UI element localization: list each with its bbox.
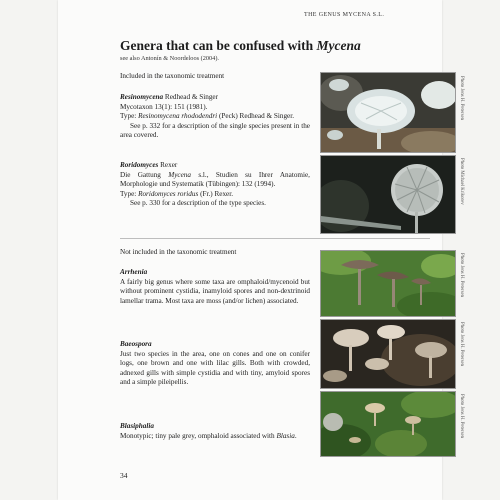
photo-credit: Photo Jens H. Petersen — [459, 76, 464, 120]
genus-citation — [120, 171, 310, 190]
section-divider — [120, 238, 430, 239]
description-text: Monotypic; tiny pale grey, omphaloid associated with — [120, 431, 277, 440]
genus-note: See p. 330 for a description of the type species. — [130, 199, 266, 208]
mushroom-photo-illustration — [321, 392, 455, 456]
section-heading-included: Included in the taxonomic treatment — [120, 72, 225, 80]
photo-credit: Photo Michael Krikorev — [459, 158, 464, 205]
type-species: Roridomyces roridus — [138, 189, 199, 198]
genus-name: Resinomycena — [120, 93, 164, 101]
entry-blasiphalia — [120, 422, 310, 441]
genus-description: A fairly big genus where some taxa are omphaloid/mycenoid but without prominent cystidia, inamyloid spores and non-dextrinoid lamellar trama. Most taxa are moss (and/or lichen) associated. — [120, 277, 310, 305]
entry-arrhenia — [120, 268, 310, 306]
genus-type — [120, 190, 310, 200]
type-label: Type: — [120, 189, 139, 198]
title-italic: Mycena — [316, 38, 361, 53]
mushroom-photo-illustration — [321, 73, 455, 152]
genus-citation: Mycotaxon 13(1): 151 (1981). — [120, 102, 208, 111]
genus-type — [120, 112, 310, 122]
type-authors: (Peck) Redhead & Singer. — [217, 112, 295, 121]
photo-blasiphalia — [320, 391, 456, 457]
photo-credit: Photo Jens H. Petersen — [459, 394, 464, 438]
photo-roridomyces — [320, 155, 456, 234]
citation-post: s.l., Studien su Ihrer Anatomie, Morphologie und Systematik (Tübingen): 132 (1994). — [120, 170, 310, 189]
citation-italic: Mycena — [168, 170, 191, 179]
genus-description: Just two species in the area, one on cones and one on conifer logs, one brown and one with lilac gills. Both with crowded, adnexed gills with simple cystidia and with tiny, amyloid spores and a simple pileipellis. — [120, 349, 310, 387]
genus-name: Arrhenia — [120, 268, 148, 276]
description-end: . — [294, 431, 297, 440]
entry-baeospora — [120, 340, 310, 388]
mushroom-photo-illustration — [321, 251, 455, 316]
page-title — [120, 38, 361, 54]
genus-name: Blasiphalia — [120, 422, 154, 430]
citation-pre: Die Gattung — [120, 170, 169, 179]
description-italic: Blasia — [276, 431, 295, 440]
type-species: Resinomycena rhododendri — [138, 112, 218, 121]
photo-credit: Photo Jens H. Petersen — [459, 322, 464, 366]
photo-arrhenia — [320, 250, 456, 317]
page-number: 34 — [120, 471, 128, 480]
genus-authors: Rexer — [158, 161, 178, 169]
genus-description — [120, 432, 310, 442]
photo-credit: Photo Jens H. Petersen — [459, 253, 464, 297]
mushroom-photo-illustration — [321, 156, 455, 233]
genus-name: Baeospora — [120, 340, 152, 348]
book-page — [58, 0, 464, 500]
type-label: Type: — [120, 112, 139, 121]
subtitle: see also Antonín & Noordeloos (2004). — [120, 55, 219, 62]
genus-name: Roridomyces — [120, 161, 159, 169]
type-authors: (Fr.) Rexer. — [198, 189, 234, 198]
photo-baeospora — [320, 319, 456, 389]
section-heading-excluded: Not included in the taxonomic treatment — [120, 248, 237, 256]
genus-note: See p. 332 for a description of the single species present in the area covered. — [120, 121, 310, 140]
mushroom-photo-illustration — [321, 320, 455, 388]
entry-resinomycena — [120, 93, 310, 141]
genus-authors: Redhead & Singer — [163, 93, 219, 101]
photo-resinomycena — [320, 72, 456, 153]
running-head: THE GENUS MYCENA S.L. — [304, 12, 385, 18]
title-main: Genera that can be confused with — [120, 38, 317, 53]
entry-roridomyces — [120, 161, 310, 209]
